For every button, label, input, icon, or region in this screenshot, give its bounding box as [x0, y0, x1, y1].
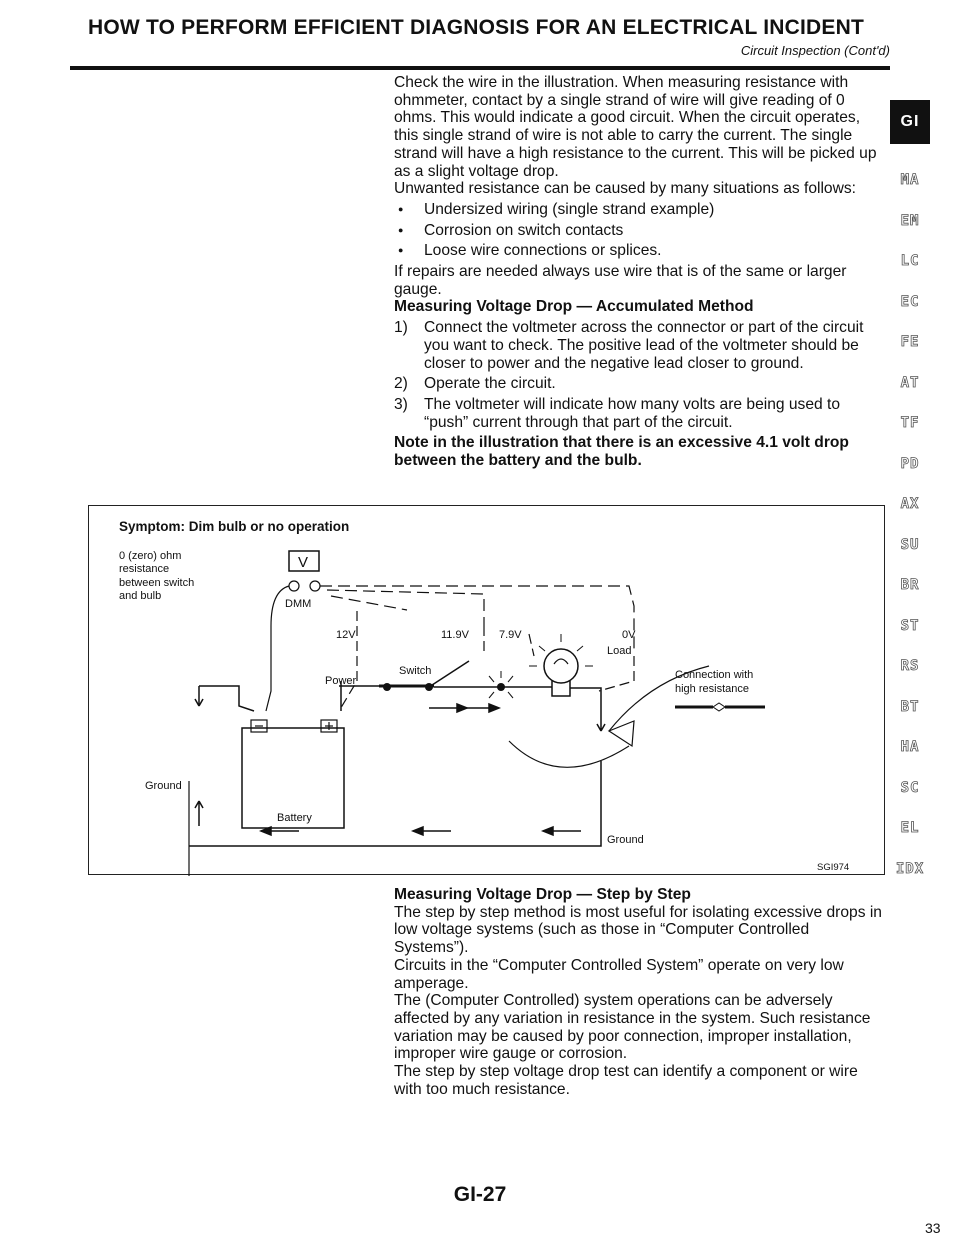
side-tab-at[interactable]: AT	[900, 374, 920, 391]
callout-arrowhead	[609, 721, 634, 746]
meter-lead-switch	[327, 590, 484, 626]
voltage-12v: 12V	[336, 629, 356, 641]
bottom-text-column	[394, 886, 884, 1098]
ground-arrow-up	[195, 801, 203, 826]
meter-positive-lead	[320, 586, 634, 651]
frayed-wire-icon	[675, 703, 765, 711]
side-tab-ax[interactable]: AX	[900, 496, 920, 512]
paragraph-step-by-step: The step by step method is most useful for isolating excessive drops in low voltage systems (such as those in “Computer Controlled Systems”).	[394, 903, 882, 957]
heading-step-by-step: Measuring Voltage Drop — Step by Step	[394, 886, 691, 903]
bullet-item: ● Undersized wiring (single strand example)	[394, 201, 884, 219]
page-title: HOW TO PERFORM EFFICIENT DIAGNOSIS FOR AN ELECTRICAL INCIDENT	[88, 16, 864, 39]
side-tab-idx[interactable]: IDX	[895, 860, 925, 877]
side-tab-el[interactable]: EL	[900, 820, 920, 836]
ground-return-wire	[189, 761, 601, 846]
side-tab-lc[interactable]: LC	[900, 253, 920, 269]
side-tab-rs[interactable]: RS	[900, 658, 920, 674]
ground-label-right: Ground	[607, 834, 644, 846]
power-label: Power	[325, 675, 357, 687]
voltage-0v: 0V	[622, 629, 636, 641]
step-item	[394, 375, 884, 393]
side-tab-ec[interactable]: EC	[900, 293, 920, 310]
heading-accumulated-method: Measuring Voltage Drop — Accumulated Method	[394, 298, 754, 316]
tap-7-9v	[529, 634, 534, 656]
step-number: 2)	[394, 375, 408, 393]
resistance-note-line: resistance	[119, 563, 170, 575]
paragraph-resistance-variation: The (Computer Controlled) system operations can be adversely affected by any variation in resistance in the system. Such resistance variation may be caused by poor connection, improper installation, improper wire gauge or corrosion.	[394, 992, 871, 1063]
note-voltage-drop: Note in the illustration that there is an excessive 4.1 volt drop between the battery and the bulb.	[394, 434, 849, 470]
circuit-figure	[88, 505, 885, 875]
ground-wire-left	[199, 686, 254, 711]
side-tab-br[interactable]: BR	[900, 577, 920, 593]
side-tab-tf[interactable]: TF	[900, 415, 920, 431]
paragraph-unwanted-resistance: Unwanted resistance can be caused by many situations as follows:	[394, 180, 856, 198]
step-item	[394, 396, 884, 431]
corner-page-number: 33	[925, 1220, 941, 1236]
circuit-diagram	[89, 506, 886, 876]
dmm-meter	[285, 551, 320, 610]
side-tab-fe[interactable]: FE	[900, 334, 920, 350]
connection-label: Connection with	[675, 669, 754, 681]
meter-lead-power	[331, 596, 407, 610]
paragraph-wire-check: Check the wire in the illustration. When measuring resistance with ohmmeter, contact by a single strand of wire will give reading of 0 ohms. This would indicate a good circuit. When the circuit operates, this single strand of wire is not able to carry the current. The single strand will have a high resistance to the current. This will be picked up as a slight voltage drop.	[394, 74, 877, 180]
battery	[242, 720, 344, 828]
page-number: GI-27	[453, 1183, 507, 1206]
top-text-column	[394, 74, 884, 470]
meter-symbol: V	[298, 554, 309, 571]
resistance-note	[119, 550, 194, 602]
side-tab-pd[interactable]: PD	[900, 455, 920, 472]
side-tab-sc[interactable]: SC	[900, 779, 920, 796]
step-number: 1)	[394, 319, 408, 337]
voltage-11-9v: 11.9V	[441, 629, 469, 641]
battery-label: Battery	[277, 812, 312, 824]
ground-label-left: Ground	[145, 780, 182, 792]
paragraph-repairs: If repairs are needed always use wire that is of the same or larger gauge.	[394, 263, 847, 298]
side-tab-bt[interactable]: BT	[900, 698, 920, 715]
symptom-label: Symptom: Dim bulb or no operation	[119, 519, 350, 534]
step-text: Connect the voltmeter across the connector or part of the circuit you want to check. The positive lead of the voltmeter should be closer to power and the negative lead closer to ground.	[424, 319, 864, 372]
paragraph-voltage-drop-test: The step by step voltage drop test can identify a component or wire with too much resistance.	[394, 1063, 858, 1098]
resistance-note-line: and bulb	[119, 590, 162, 602]
step-number: 3)	[394, 395, 408, 413]
side-tab-em[interactable]: EM	[900, 212, 920, 229]
step-text: The voltmeter will indicate how many volts are being used to “push” current through that part of the circuit.	[424, 395, 841, 431]
paragraph-low-amperage: Circuits in the “Computer Controlled System” operate on very low amperage.	[394, 956, 844, 992]
side-tab-su[interactable]: SU	[900, 536, 920, 553]
header-rule	[70, 66, 890, 70]
connection-label: high resistance	[675, 683, 749, 695]
figure-code: SGI974	[817, 862, 850, 873]
switch-label: Switch	[399, 665, 432, 677]
resistance-note-line: between switch	[119, 577, 195, 589]
tap-0v	[599, 656, 634, 691]
high-resistance-connection	[489, 671, 513, 698]
voltage-7-9v: 7.9V	[499, 629, 522, 641]
meter-positive-terminal	[310, 581, 320, 591]
side-tab-ma[interactable]: MA	[900, 172, 920, 188]
side-tab-ha[interactable]: HA	[900, 739, 920, 755]
load-label: Load	[607, 645, 632, 657]
meter-negative-terminal	[289, 581, 299, 591]
side-tab-st[interactable]: ST	[900, 617, 920, 634]
meter-label: DMM	[285, 598, 312, 610]
bulb-ground-wire	[570, 688, 601, 731]
resistance-note-line: 0 (zero) ohm	[119, 550, 182, 562]
bullet-item: ● Loose wire connections or splices.	[394, 242, 884, 260]
callout-curve	[509, 741, 629, 767]
side-tab-gi[interactable]: GI	[890, 100, 930, 144]
side-tab-index	[890, 100, 930, 877]
step-item	[394, 319, 884, 372]
section-subtitle: Circuit Inspection (Cont'd)	[740, 43, 890, 58]
step-text: Operate the circuit.	[424, 375, 556, 393]
bullet-item: ● Corrosion on switch contacts	[394, 222, 884, 240]
